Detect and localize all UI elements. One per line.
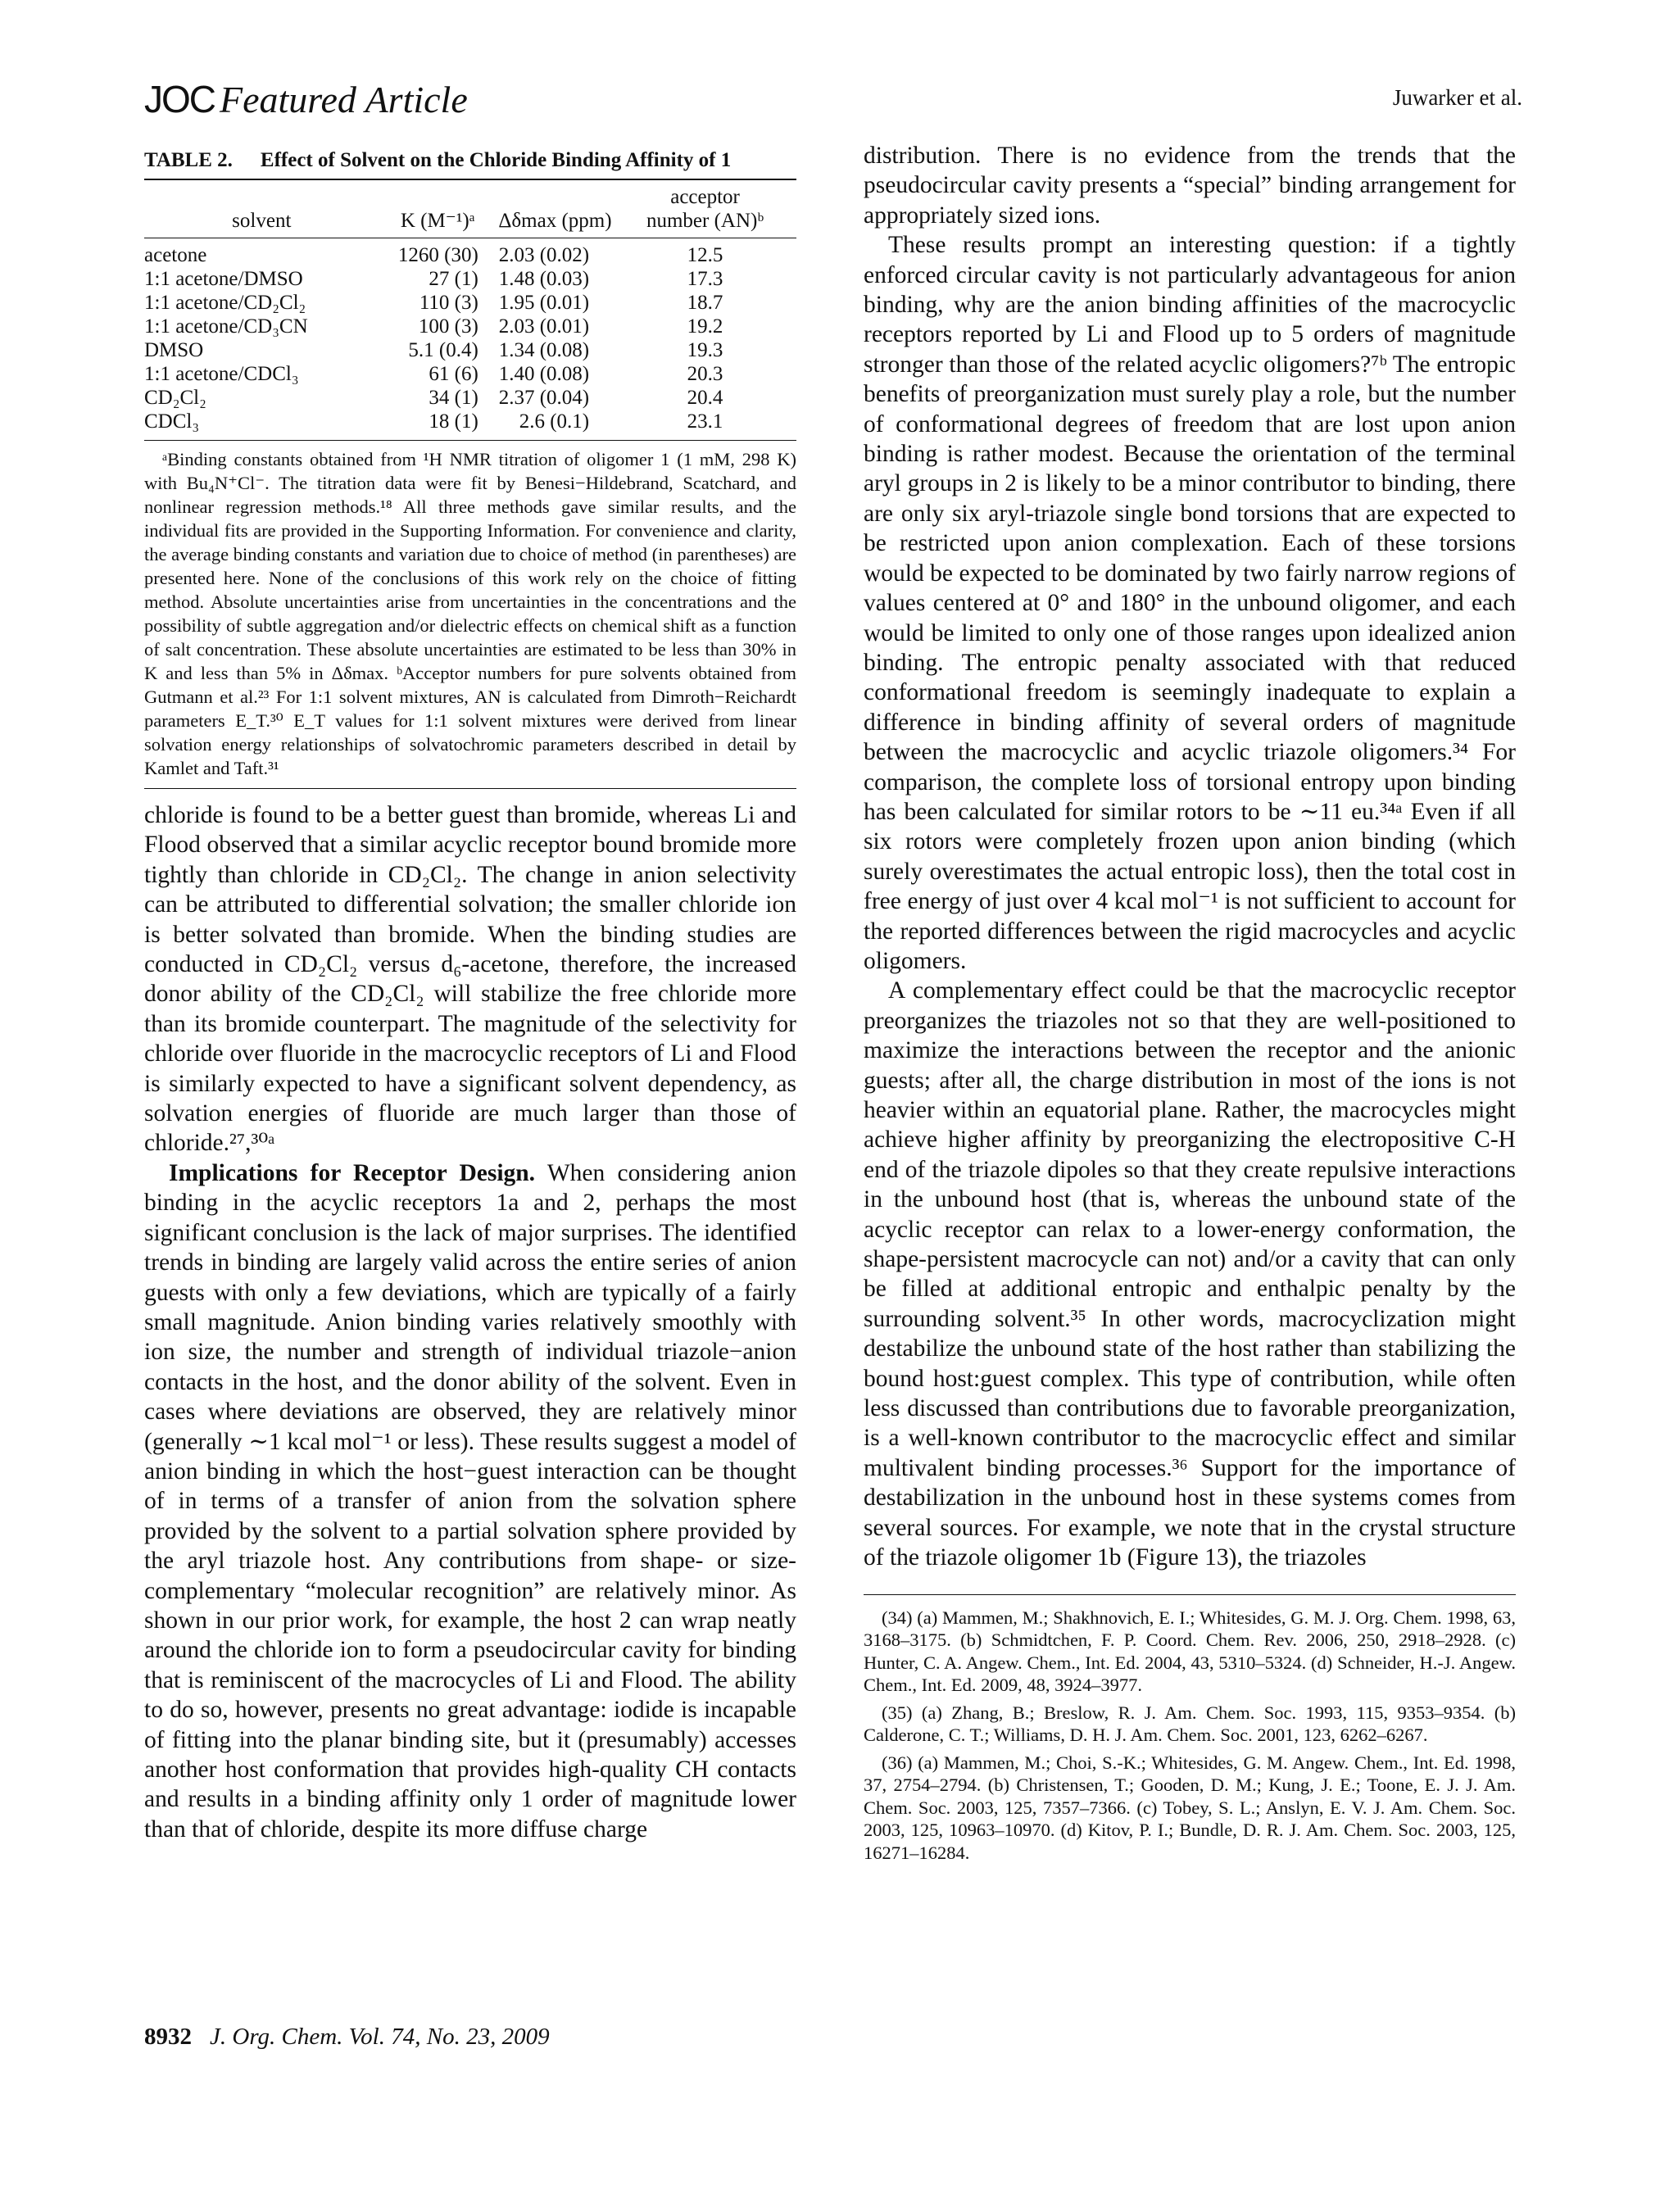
cell-k: 5.1 (0.4) bbox=[408, 339, 478, 361]
page-number: 8932 bbox=[144, 2024, 192, 2050]
cell-solvent: 1:1 acetone/CD₂Cl₂ bbox=[144, 292, 306, 314]
cell-an: 17.3 bbox=[687, 268, 723, 290]
cell-k: 18 (1) bbox=[429, 410, 478, 433]
table-row bbox=[144, 291, 796, 315]
cell-solvent: 1:1 acetone/DMSO bbox=[144, 268, 303, 290]
cell-an: 18.7 bbox=[687, 292, 723, 314]
cell-k: 1260 (30) bbox=[397, 244, 478, 266]
right-column bbox=[864, 141, 1516, 1869]
body-paragraph: These results prompt an interesting question: if a tightly enforced circular cavity is not particularly advantageous for anion binding, why are the anion binding affinities of the macrocyclic receptors reported by Li and Flood up to 5 orders of magnitude stronger than those of the related acyclic oligomers?⁷ᵇ The entropic benefits of preorganization must surely play a role, but the number of conformational degrees of freedom that are lost upon anion binding is rather modest. Because the orientation of the terminal aryl groups in 2 is likely to be a minor contributor to binding, there are only six aryl-triazole single bond torsions that are expected to be restricted upon anion complexation. Each of these torsions would be expected to be dominated by two fairly narrow regions of values centered at 0° and 180° in the unbound oligomer, and each would be limited to only one of those ranges upon idealized anion binding. The entropic penalty associated with that reduced conformational freedom is seemingly inadequate to explain a difference in binding affinity of several orders of magnitude between the macrocyclic and acyclic triazole oligomers.³⁴ For comparison, the complete loss of torsional entropy upon binding has been calculated for similar rotors to be ∼11 eu.³⁴ᵃ Even if all six rotors were completely frozen upon anion binding (which surely overestimates the actual entropic loss), then the total cost in free energy of just over 4 kcal mol⁻¹ is not sufficient to account for the reported differences between the rigid macrocycles and acyclic oligomers. bbox=[864, 232, 1516, 974]
table-caption bbox=[144, 149, 796, 172]
table-row bbox=[144, 410, 796, 440]
table-row bbox=[144, 238, 796, 267]
header-acceptor-line1: acceptor bbox=[670, 186, 740, 208]
cell-solvent: 1:1 acetone/CDCl₃ bbox=[144, 363, 299, 385]
cell-delta: 2.03 (0.01) bbox=[498, 315, 590, 338]
cell-solvent: acetone bbox=[144, 244, 207, 266]
table-row bbox=[144, 267, 796, 291]
header-delta: Δδmax (ppm) bbox=[498, 210, 612, 232]
body-paragraph: A complementary effect could be that the macrocyclic receptor preorganizes the triazoles not so that they are well-positioned to maximize the interactions between the receptor and the anionic guests; after all, the charge distribution in most of the ions is not heavier within an equatorial plane. Rather, the macrocycles might achieve higher affinity by preorganizing the electropositive C-H end of the triazole dipoles so that they create repulsive interactions in the unbound host (that is, whereas the unbound state of the acyclic receptor can relax to a lower-energy conformation, the shape-persistent macrocycle can not) and/or a cavity that can only be filled at additional entropic and enthalpic penalty by the surrounding solvent.³⁵ In other words, macrocyclization might destabilize the unbound state of the host rather than stabilizing the bound host:guest complex. This type of contribution, while often less discussed than contributions due to favorable preorganization, is a well-known contributor to the macrocyclic effect and similar multivalent binding processes.³⁶ Support for the importance of destabilization in the unbound host in these systems comes from several sources. For example, we note that in the crystal structure of the triazole oligomer 1b (Figure 13), the triazoles bbox=[864, 977, 1516, 1571]
references bbox=[864, 1594, 1516, 1865]
cell-k: 27 (1) bbox=[429, 268, 478, 290]
reference-item: (36) (a) Mammen, M.; Choi, S.-K.; Whitesides, G. M. Angew. Chem., Int. Ed. 1998, 37, 2754–2794. (b) Christensen, T.; Gooden, D. M.; Kung, J. E.; Toone, E. J. J. Am. Chem. Soc. 2003, 125, 7357–7366. (c) Tobey, S. L.; Anslyn, E. V. J. Am. Chem. Soc. 2003, 125, 10963–10970. (d) Kitov, P. I.; Bundle, D. R. J. Am. Chem. Soc. 2003, 125, 16271–16284. bbox=[864, 1752, 1516, 1863]
journal-logo bbox=[144, 80, 468, 119]
cell-an: 20.3 bbox=[687, 363, 723, 385]
cell-an: 20.4 bbox=[687, 387, 723, 409]
body-paragraph-text: When considering anion binding in the acyclic receptors 1a and 2, perhaps the most significant conclusion is the lack of major surprises. The identified trends in binding are largely valid across the entire series of anion guests with only a few deviations, which are typically of a fairly small magnitude. Anion binding varies relatively smoothly with ion size, the number and strength of individual triazole−anion contacts in the host, and the donor ability of the solvent. Even in cases where deviations are observed, they are relatively minor (generally ∼1 kcal mol⁻¹ or less). These results suggest a model of anion binding in which the host−guest interaction can be thought of in terms of a transfer of anion from the solvation sphere provided by the solvent to a partial solvation sphere provided by the aryl triazole host. Any contributions from shape- or size-complementary “molecular recognition” are relatively minor. As shown in our prior work, for example, the host 2 can wrap neatly around the chloride ion to form a pseudocircular cavity for binding that is reminiscent of the macrocycles of Li and Flood. The ability to do so, however, presents no great advantage: iodide is incapable of fitting into the planar binding site, but it (presumably) accesses another host conformation that provides high-quality CH contacts and results in a binding affinity only 1 order of magnitude lower than that of chloride, despite its more diffuse charge bbox=[144, 1159, 796, 1843]
cell-delta: 2.37 (0.04) bbox=[498, 387, 590, 409]
cell-delta: 1.34 (0.08) bbox=[498, 339, 590, 361]
cell-an: 19.3 bbox=[687, 339, 723, 361]
left-column bbox=[144, 147, 796, 1844]
cell-solvent: CD₂Cl₂ bbox=[144, 387, 206, 409]
cell-solvent: DMSO bbox=[144, 339, 204, 361]
cell-k: 61 (6) bbox=[429, 363, 478, 385]
table-footnote: ᵃBinding constants obtained from ¹H NMR titration of oligomer 1 (1 mM, 298 K) with Bu₄N⁺Cl⁻. The titration data were fit by Benesi−Hildebrand, Scatchard, and nonlinear regression methods.¹⁸ All three methods gave similar results, and the individual fits are provided in the Supporting Information. For convenience and clarity, the average binding constants and variation due to choice of method (in parentheses) are presented here. None of the conclusions of this work rely on the choice of fitting method. Absolute uncertainties arise from uncertainties in the concentrations and the possibility of subtle aggregation and/or dielectric effects on chemical shift as a function of salt concentration. These absolute uncertainties are estimated to be less than 30% in K and less than 5% in Δδmax. ᵇAcceptor numbers for pure solvents obtained from Gutmann et al.²³ For 1:1 solvent mixtures, AN is calculated from Dimroth−Reichardt parameters E_T.³⁰ E_T values for 1:1 solvent mixtures were derived from linear solvation energy relationships of solvatochromic parameters described in detail by Kamlet and Taft.³¹ bbox=[144, 449, 796, 778]
solvent-table bbox=[144, 180, 796, 440]
table-row bbox=[144, 362, 796, 386]
section-heading: Implications for Receptor Design. bbox=[169, 1159, 536, 1186]
table-title: Effect of Solvent on the Chloride Binding Affinity of 1 bbox=[260, 149, 732, 171]
table-row bbox=[144, 315, 796, 338]
cell-k: 34 (1) bbox=[429, 387, 478, 409]
table-row bbox=[144, 386, 796, 410]
table-bottom-rule bbox=[144, 440, 796, 441]
cell-delta: 1.95 (0.01) bbox=[498, 292, 590, 314]
cell-an: 12.5 bbox=[687, 244, 723, 266]
header-k: K (M⁻¹)ᵃ bbox=[400, 210, 475, 232]
table-row bbox=[144, 338, 796, 362]
cell-delta: 1.48 (0.03) bbox=[498, 268, 590, 290]
header-solvent: solvent bbox=[232, 210, 292, 232]
cell-solvent: 1:1 acetone/CD₃CN bbox=[144, 315, 308, 338]
table-body bbox=[144, 238, 796, 440]
cell-an: 19.2 bbox=[687, 315, 723, 338]
reference-item: (35) (a) Zhang, B.; Breslow, R. J. Am. Chem. Soc. 1993, 115, 9353–9354. (b) Calderone, C. T.; Williams, D. H. J. Am. Chem. Soc. 2001, 123, 6262–6267. bbox=[864, 1702, 1516, 1745]
header-acceptor-line2: number (AN)ᵇ bbox=[646, 210, 764, 232]
cell-an: 23.1 bbox=[687, 410, 723, 433]
table-header bbox=[144, 180, 796, 238]
section-label: Featured Article bbox=[220, 79, 468, 120]
cell-delta: 2.6 (0.1) bbox=[519, 410, 590, 433]
body-paragraph: chloride is found to be a better guest than bromide, whereas Li and Flood observed that a similar acyclic receptor bound bromide more tightly than chloride in CD₂Cl₂. The change in anion selectivity can be attributed to differential solvation; the smaller chloride ion is better solvated than bromide. When the binding studies are conducted in CD₂Cl₂ versus d₆-acetone, therefore, the increased donor ability of the CD₂Cl₂ will stabilize the free chloride more than its bromide counterpart. The magnitude of the selectivity for chloride over fluoride in the macrocyclic receptors of Li and Flood is similarly expected to have a significant solvent dependency, as solvation energies of fluoride are much larger than those of chloride.²⁷,³⁰ᵃ bbox=[144, 802, 796, 1157]
page-footer bbox=[144, 2024, 550, 2051]
body-paragraph: distribution. There is no evidence from the trends that the pseudocircular cavity presents a “special” binding arrangement for appropriately sized ions. bbox=[864, 143, 1516, 229]
table-label: TABLE 2. bbox=[144, 149, 233, 171]
cell-k: 100 (3) bbox=[418, 315, 478, 338]
journal-citation: J. Org. Chem. Vol. 74, No. 23, 2009 bbox=[210, 2024, 550, 2050]
journal-abbrev: JOC bbox=[144, 78, 215, 120]
cell-delta: 2.03 (0.02) bbox=[498, 244, 590, 266]
reference-item: (34) (a) Mammen, M.; Shakhnovich, E. I.; Whitesides, G. M. J. Org. Chem. 1998, 63, 3168–3175. (b) Schmidtchen, F. P. Coord. Chem. Rev. 2006, 250, 2918–2928. (c) Hunter, C. A. Angew. Chem., Int. Ed. 2004, 43, 5310–5324. (d) Schneider, H.-J. Angew. Chem., Int. Ed. 2009, 48, 3924–3977. bbox=[864, 1607, 1516, 1695]
body-paragraph-with-heading bbox=[144, 1158, 796, 1844]
header-acceptor bbox=[614, 180, 796, 238]
running-head-authors: Juwarker et al. bbox=[1392, 85, 1522, 110]
cell-solvent: CDCl₃ bbox=[144, 410, 200, 433]
cell-delta: 1.40 (0.08) bbox=[498, 363, 590, 385]
cell-k: 110 (3) bbox=[419, 292, 478, 314]
table-footnote-rule bbox=[144, 788, 796, 789]
